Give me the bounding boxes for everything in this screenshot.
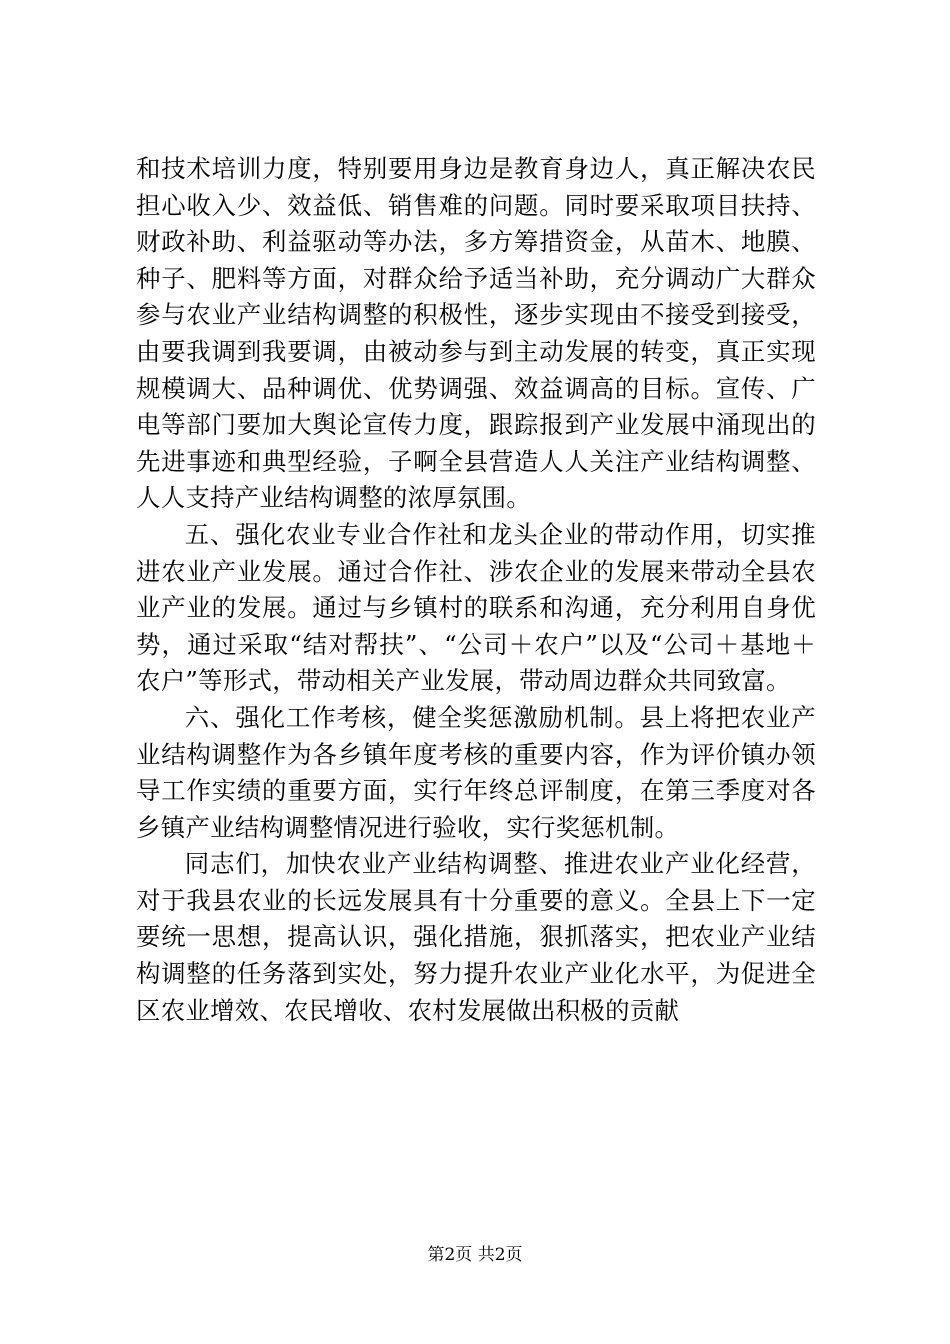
- paragraph-1: 和技术培训力度，特别要用身边是教育身边人，真正解决农民担心收入少、效益低、销售难的问题。同时要采取项目扶持、财政补助、利益驱动等办法，多方筹措资金，从苗木、地膜、种子、肥料等方面，对群众给予适当补助，充分调动广大群众参与农业产业结构调整的积极性，逐步实现由不接受到接受，由要我调到我要调，由被动参与到主动发展的转变，真正实现规模调大、品种调优、优势调强、效益调高的目标。宣传、广电等部门要加大舆论宣传力度，跟踪报到产业发展中涌现出的先进事迹和典型经验，子啊全县营造人人关注产业结构调整、人人支持产业结构调整的浓厚氛围。: [136, 154, 816, 513]
- paragraph-3: 六、强化工作考核，健全奖惩激励机制。县上将把农业产业结构调整作为各乡镇年度考核的重要内容，作为评价镇办领导工作实绩的重要方面，实行年终总评制度，在第三季度对各乡镇产业结构调整情况进行验收，实行奖惩机制。: [136, 702, 816, 842]
- paragraph-2: 五、强化农业专业合作社和龙头企业的带动作用，切实推进农业产业发展。通过合作社、涉农企业的发展来带动全县农业产业的发展。通过与乡镇村的联系和沟通，充分利用自身优势，通过采取“结对帮扶”、“公司＋农户”以及“公司＋基地＋农户”等形式，带动相关产业发展，带动周边群众共同致富。: [136, 519, 816, 696]
- paragraph-4: 同志们，加快农业产业结构调整、推进农业产业化经营，对于我县农业的长远发展具有十分重要的意义。全县上下一定要统一思想，提高认识，强化措施，狠抓落实，把农业产业结构调整的任务落到实处，努力提升农业产业化水平，为促进全区农业增效、农民增收、农村发展做出积极的贡献: [136, 849, 816, 1025]
- page-number-footer: 第2页 共2页: [427, 1245, 523, 1265]
- document-body: [136, 151, 816, 1029]
